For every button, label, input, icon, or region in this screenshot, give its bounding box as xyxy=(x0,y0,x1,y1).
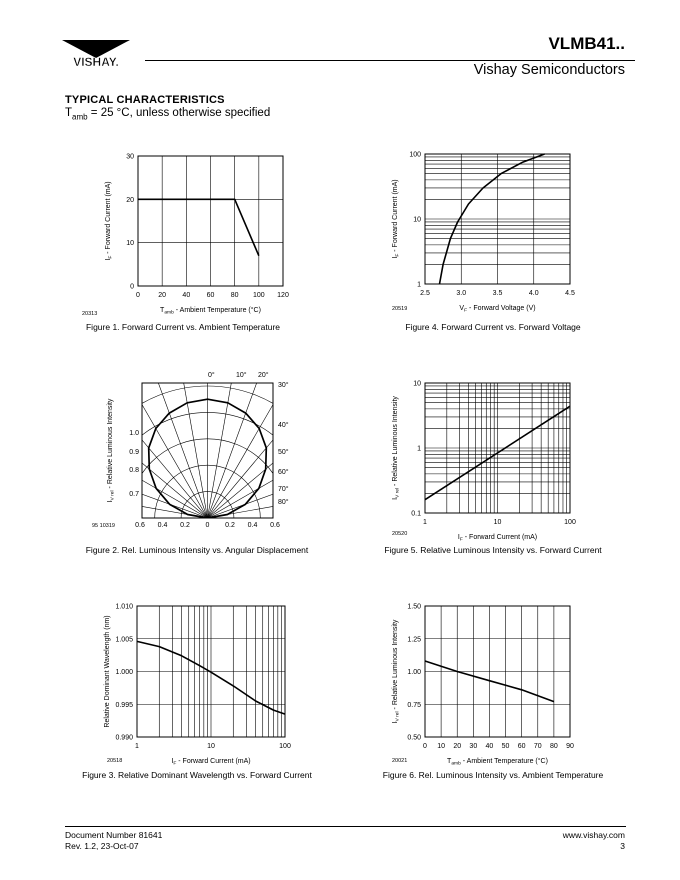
bottom-scale-label: 0.4 xyxy=(157,522,168,529)
y-tick-label: 1.00 xyxy=(407,669,421,676)
bottom-scale-label: 0.6 xyxy=(270,522,280,529)
caption-fig6: Figure 6. Rel. Luminous Intensity vs. Ambient Temperature xyxy=(382,770,604,780)
x-tick-label: 100 xyxy=(564,519,576,526)
angle-ray xyxy=(132,311,207,518)
x-tick-label: 120 xyxy=(277,292,289,299)
x-axis-label: $V_F$ - Forward Voltage (V) xyxy=(459,305,536,314)
y-axis-label: $I_F$ - Forward Current (mA) xyxy=(392,179,401,259)
polar-grid xyxy=(0,298,428,650)
header-rule xyxy=(145,60,635,61)
y-tick-label: 20 xyxy=(126,196,134,204)
x-tick-label: 100 xyxy=(279,743,291,750)
x-tick-label: 4.5 xyxy=(565,290,575,297)
y-tick-label: 1 xyxy=(417,281,421,289)
website-link[interactable]: www.vishay.com xyxy=(562,830,625,840)
x-tick-label: 1 xyxy=(135,743,139,750)
y-axis-label: Relative Dominant Wavelength (nm) xyxy=(104,615,111,728)
x-tick-label: 1 xyxy=(423,519,427,526)
x-tick-label: 0 xyxy=(136,292,140,299)
chart-intensity-vs-current xyxy=(380,375,600,543)
caption-fig3: Figure 3. Relative Dominant Wavelength vs. Forward Current xyxy=(82,770,312,780)
figure-code: 20313 xyxy=(82,311,98,317)
x-axis-label: $T_{amb}$ - Ambient Temperature (°C) xyxy=(160,307,261,316)
y-tick-label: 1.005 xyxy=(115,636,133,644)
x-tick-label: 20 xyxy=(453,743,462,750)
figure-code: 95 10319 xyxy=(92,523,115,529)
bottom-scale-label: 0 xyxy=(205,522,210,529)
caption-fig2: Figure 2. Rel. Luminous Intensity vs. Angular Displacement xyxy=(85,545,309,555)
y-tick-label: 0.995 xyxy=(115,701,133,709)
bottom-scale-label: 0.4 xyxy=(247,522,258,529)
footer-rule xyxy=(65,826,626,827)
doc-number: Document Number 81641 xyxy=(65,830,163,840)
radial-value-label: 1.0 xyxy=(129,430,139,437)
x-tick-label: 70 xyxy=(533,743,542,750)
x-axis-label: $I_F$ - Forward Current (mA) xyxy=(457,534,538,543)
y-tick-label: 1.25 xyxy=(407,636,421,644)
y-tick-label: 10 xyxy=(413,216,421,224)
x-tick-label: 10 xyxy=(493,519,502,526)
x-tick-label: 10 xyxy=(437,743,446,750)
bottom-scale-label: 0.6 xyxy=(135,522,145,529)
y-tick-label: 0.75 xyxy=(407,701,421,709)
x-tick-label: 80 xyxy=(549,743,558,750)
y-tick-label: 10 xyxy=(413,380,421,388)
y-tick-label: 30 xyxy=(126,153,134,161)
angle-label: 30° xyxy=(278,382,289,389)
radial-value-label: 0.8 xyxy=(129,467,139,474)
chart-forward-current-vs-voltage xyxy=(380,148,600,323)
x-tick-label: 4.0 xyxy=(528,290,539,297)
y-tick-label: 100 xyxy=(409,151,421,159)
x-tick-label: 50 xyxy=(501,743,510,750)
x-axis-label: $T_{amb}$ - Ambient Temperature (°C) xyxy=(447,758,548,767)
angle-ray xyxy=(208,311,283,518)
figure-code: 20520 xyxy=(392,531,408,537)
x-tick-label: 20 xyxy=(158,292,167,299)
page-number: 3 xyxy=(620,841,625,851)
y-tick-label: 10 xyxy=(126,240,134,248)
chart-wavelength-vs-current xyxy=(85,600,315,768)
section-title: TYPICAL CHARACTERISTICS xyxy=(65,94,225,106)
data-series-line xyxy=(138,199,259,255)
radial-value-label: 0.9 xyxy=(129,449,139,456)
angle-label: 0° xyxy=(208,372,215,379)
angle-label: 50° xyxy=(278,449,289,456)
figure-code: 20519 xyxy=(392,306,408,312)
y-axis-label: $I_{V rel}$ - Relative Luminous Intensity xyxy=(392,396,401,500)
x-tick-label: 10 xyxy=(207,743,215,750)
y-axis-label: $I_{V rel}$ - Relative Luminous Intensity xyxy=(392,619,401,724)
y-tick-label: 0.990 xyxy=(115,734,133,742)
radial-value-label: 0.7 xyxy=(129,491,139,498)
figure-code: 20021 xyxy=(392,758,408,764)
x-tick-label: 40 xyxy=(485,743,494,750)
x-tick-label: 3.0 xyxy=(456,290,467,297)
section-subtitle: $T_{amb} = 25$ °C, unless otherwise specified xyxy=(65,107,271,122)
y-tick-label: 1 xyxy=(417,445,421,453)
company-name: Vishay Semiconductors xyxy=(473,62,625,78)
y-tick-label: 0.50 xyxy=(407,734,421,742)
x-tick-label: 60 xyxy=(206,292,215,299)
angle-label: 70° xyxy=(278,486,289,493)
vishay-logo xyxy=(62,40,130,68)
angle-label: 20° xyxy=(258,372,269,379)
caption-fig5: Figure 5. Relative Luminous Intensity vs. Forward Current xyxy=(384,545,602,555)
y-tick-label: 0.1 xyxy=(411,510,421,518)
caption-fig1: Figure 1. Forward Current vs. Ambient Temperature xyxy=(85,322,281,332)
chart-forward-current-vs-temp xyxy=(60,150,320,325)
y-tick-label: 1.50 xyxy=(407,603,421,611)
chart-intensity-vs-temp xyxy=(380,600,600,768)
x-tick-label: 90 xyxy=(566,743,574,750)
bottom-scale-label: 0.2 xyxy=(180,522,190,529)
angle-ray xyxy=(1,443,208,518)
caption-fig4: Figure 4. Forward Current vs. Forward Voltage xyxy=(405,322,581,332)
y-axis-label: $I_F$ - Forward Current (mA) xyxy=(105,181,114,261)
figure-code: 20518 xyxy=(107,758,123,764)
x-tick-label: 3.5 xyxy=(492,290,503,297)
x-tick-label: 2.5 xyxy=(420,290,430,297)
x-axis-label: $I_F$ - Forward Current (mA) xyxy=(171,758,251,767)
angle-label: 60° xyxy=(278,469,289,476)
logo-text: VISHAY. xyxy=(73,55,119,68)
x-tick-label: 40 xyxy=(182,292,191,299)
bottom-scale-label: 0.2 xyxy=(225,522,235,529)
y-axis-label: $I_{V rel}$ - Relative Luminous Intensity xyxy=(107,398,116,503)
y-tick-label: 1.010 xyxy=(115,603,133,611)
angle-label: 80° xyxy=(278,499,289,506)
x-tick-label: 0 xyxy=(423,743,427,750)
part-number: VLMB41.. xyxy=(548,34,625,53)
y-tick-label: 0 xyxy=(130,283,134,291)
angle-label: 40° xyxy=(278,422,289,429)
angle-ray xyxy=(39,377,208,518)
angle-ray xyxy=(208,377,377,518)
y-tick-label: 1.000 xyxy=(115,669,133,676)
revision: Rev. 1.2, 23-Oct-07 xyxy=(65,841,139,851)
chart-polar-intensity xyxy=(90,365,320,540)
angle-ray xyxy=(208,408,399,518)
x-tick-label: 30 xyxy=(469,743,478,750)
x-tick-label: 80 xyxy=(230,292,239,299)
angle-label: 10° xyxy=(236,372,247,379)
angle-ray xyxy=(0,480,208,518)
x-tick-label: 60 xyxy=(517,743,526,750)
x-tick-label: 100 xyxy=(252,292,265,299)
